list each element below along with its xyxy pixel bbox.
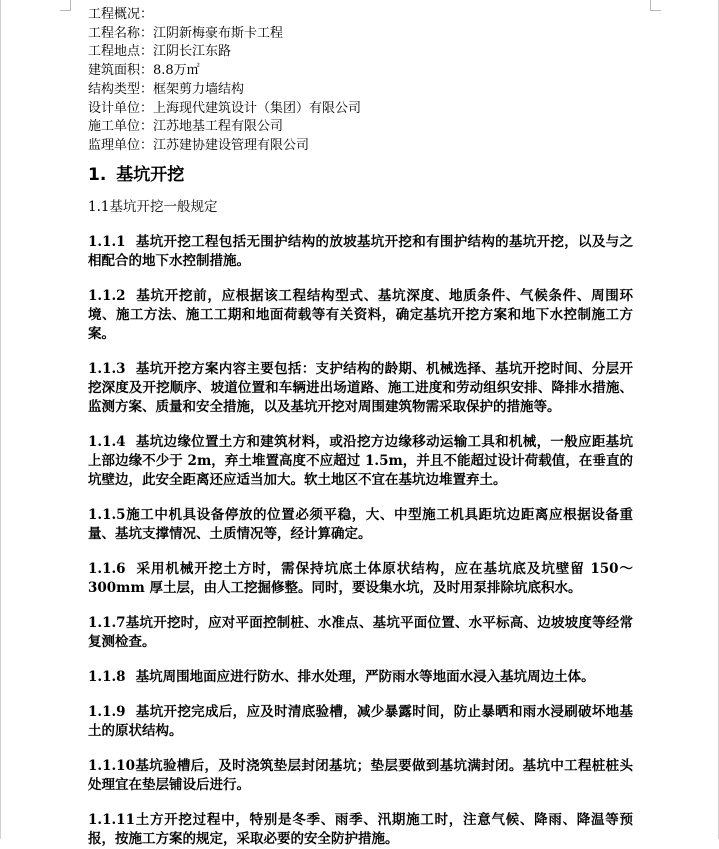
overview-heading: 工程概况： — [88, 7, 154, 22]
clause-text: 基坑开挖前，应根据该工程结构型式、基坑深度、地质条件、气候条件、周围环境、施工方法、施工工期和地面荷载等有关资料，确定基坑开挖方案和地下水控制施工方案。 — [88, 287, 633, 342]
clause-number: 1.1.3 — [88, 360, 126, 377]
clause-text: 基坑开挖时，应对平面控制桩、水准点、基坑平面位置、水平标高、边坡坡度等经常复测检查。 — [88, 614, 633, 650]
clause — [88, 506, 633, 544]
clause-number: 1.1.8 — [88, 668, 126, 685]
clause-text: 基坑验槽后，及时浇筑垫层封闭基坑；垫层要做到基坑满封闭。基坑中工程桩桩头处理宜在垫层铺设后进行。 — [88, 757, 633, 793]
clause — [88, 560, 633, 598]
clause — [88, 614, 633, 652]
subsection-heading: 1.1基坑开挖一般规定 — [88, 198, 218, 215]
clause — [88, 811, 633, 849]
clause — [88, 360, 633, 417]
clause-number: 1.1.4 — [88, 433, 126, 450]
clause-number: 1.1.9 — [88, 703, 126, 720]
page-corner-mark-right — [650, 0, 661, 11]
overview-structure-type: 结构类型：框架剪力墙结构 — [88, 81, 245, 97]
project-overview — [88, 6, 633, 156]
clause-text: 土方开挖过程中，特别是冬季、雨季、汛期施工时，注意气候、降雨、降温等预报，按施工方案的规定，采取必要的安全防护措施。 — [88, 811, 633, 847]
clause-text: 基坑周围地面应进行防水、排水处理，严防雨水等地面水浸入基坑周边土体。 — [135, 668, 595, 685]
clause-number: 1.1.5 — [88, 506, 126, 523]
section-heading — [88, 162, 633, 188]
clause — [88, 757, 633, 795]
clause-number: 1.1.7 — [88, 614, 126, 631]
document-page — [88, 0, 633, 849]
clause — [88, 287, 633, 344]
overview-design-unit: 设计单位：上海现代建筑设计（集团）有限公司 — [88, 100, 362, 116]
overview-supervision-unit: 监理单位：江苏建协建设管理有限公司 — [88, 137, 310, 153]
clause-text: 基坑开挖方案内容主要包括：支护结构的龄期、机械选择、基坑开挖时间、分层开挖深度及开挖顺序、坡道位置和车辆进出场道路、施工进度和劳动组织安排、降排水措施、监测方案、质量和安全措施，以及基坑开挖对周围建筑物需采取保护的措施等。 — [88, 360, 633, 415]
clause — [88, 433, 633, 490]
clause-text: 基坑开挖工程包括无围护结构的放坡基坑开挖和有围护结构的基坑开挖，以及与之相配合的地下水控制措施。 — [88, 233, 633, 269]
clause-number: 1.1.6 — [88, 560, 126, 577]
clause-number: 1.1.11 — [88, 811, 135, 828]
clause-text: 采用机械开挖土方时，需保持坑底土体原状结构，应在基坑底及坑壁留 150～300mm 厚土层，由人工挖掘修整。同时，要设集水坑，及时用泵排除坑底积水。 — [88, 560, 633, 596]
clause — [88, 668, 633, 687]
overview-project-name: 工程名称：江阴新梅豪布斯卡工程 — [88, 25, 284, 41]
overview-building-area: 建筑面积：8.8万㎡ — [88, 63, 200, 79]
clause — [88, 703, 633, 741]
overview-construction-unit: 施工单位：江苏地基工程有限公司 — [88, 119, 284, 135]
section-title: 基坑开挖 — [116, 164, 185, 185]
page-corner-mark-left — [60, 0, 71, 11]
clause-text: 基坑开挖完成后，应及时清底验槽，减少暴露时间，防止暴晒和雨水浸刷破坏地基土的原状结构。 — [88, 703, 633, 739]
page-edge-left — [0, 0, 1, 839]
clause-number: 1.1.10 — [88, 757, 135, 774]
clause-number: 1.1.1 — [88, 233, 126, 250]
clause-number: 1.1.2 — [88, 287, 126, 304]
section-number: 1. — [88, 164, 107, 185]
clause-text: 施工中机具设备停放的位置必须平稳，大、中型施工机具距坑边距离应根据设备重量、基坑支撑情况、土质情况等，经计算确定。 — [88, 506, 633, 542]
clause-text: 基坑边缘位置土方和建筑材料，或沿挖方边缘移动运输工具和机械，一般应距基坑上部边缘不少于 2m，弃土堆置高度不应超过 1.5m，并且不能超过设计荷载值，在垂直的坑壁边，此安全距离还应适当加大。软土地区不宜在基坑边堆置弃土。 — [88, 433, 633, 488]
clause — [88, 233, 633, 271]
overview-project-location: 工程地点：江阴长江东路 — [88, 44, 232, 60]
